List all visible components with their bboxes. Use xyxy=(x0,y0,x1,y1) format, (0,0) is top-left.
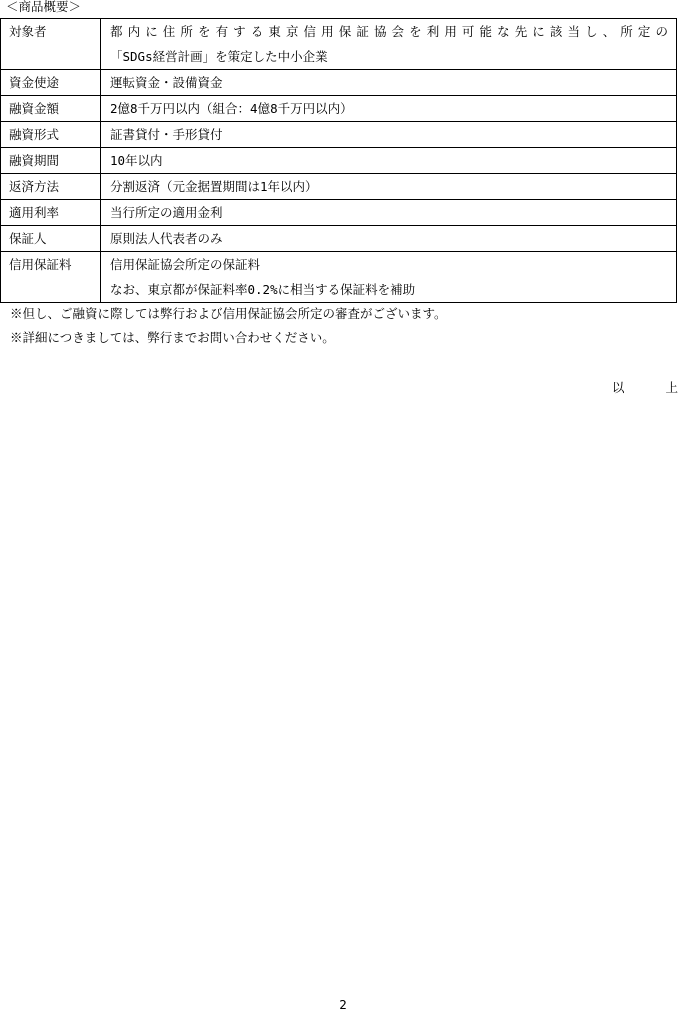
table-row-loan-amount xyxy=(1,96,677,122)
row-value: 2億8千万円以内（組合：4億8千万円以内） xyxy=(101,96,677,122)
product-overview-table xyxy=(0,18,677,303)
row-value: 分割返済（元金据置期間は1年以内） xyxy=(101,174,677,200)
row-value xyxy=(101,252,677,303)
closing-mark xyxy=(612,378,678,398)
row-value-line: 「SDGs経営計画」を策定した中小企業 xyxy=(110,49,328,64)
row-value: 証書貸付・手形貸付 xyxy=(101,122,677,148)
row-value-line: 都内に住所を有する東京信用保証協会を利用可能な先に該当し、所定の xyxy=(110,24,668,39)
table-row-guarantor xyxy=(1,226,677,252)
table-row-eligibility xyxy=(1,19,677,70)
table-row-guarantee-fee xyxy=(1,252,677,303)
inquiry-note: ※詳細につきましては、弊行までお問い合わせください。 xyxy=(10,330,335,345)
row-label: 融資期間 xyxy=(1,148,101,174)
review-note: ※但し、ご融資に際しては弊行および信用保証協会所定の審査がございます。 xyxy=(10,306,447,321)
row-label: 融資金額 xyxy=(1,96,101,122)
row-label: 対象者 xyxy=(1,19,101,70)
page-number: 2 xyxy=(339,997,347,1012)
table-row-repayment xyxy=(1,174,677,200)
closing-mark-left: 以 xyxy=(612,380,625,395)
row-value-line: なお、東京都が保証料率0.2%に相当する保証料を補助 xyxy=(110,282,416,297)
row-value: 当行所定の適用金利 xyxy=(101,200,677,226)
row-value-line: 信用保証協会所定の保証料 xyxy=(110,257,261,272)
row-label: 融資形式 xyxy=(1,122,101,148)
row-label: 適用利率 xyxy=(1,200,101,226)
row-label: 資金使途 xyxy=(1,70,101,96)
table-row-loan-period xyxy=(1,148,677,174)
product-overview-heading: ＜商品概要＞ xyxy=(6,0,82,14)
table-row-interest-rate xyxy=(1,200,677,226)
row-value xyxy=(101,19,677,70)
row-label: 信用保証料 xyxy=(1,252,101,303)
row-value: 原則法人代表者のみ xyxy=(101,226,677,252)
closing-mark-right: 上 xyxy=(665,380,678,395)
row-value: 運転資金・設備資金 xyxy=(101,70,677,96)
row-value: 10年以内 xyxy=(101,148,677,174)
row-label: 保証人 xyxy=(1,226,101,252)
table-row-use-of-funds xyxy=(1,70,677,96)
row-label: 返済方法 xyxy=(1,174,101,200)
table-row-loan-format xyxy=(1,122,677,148)
